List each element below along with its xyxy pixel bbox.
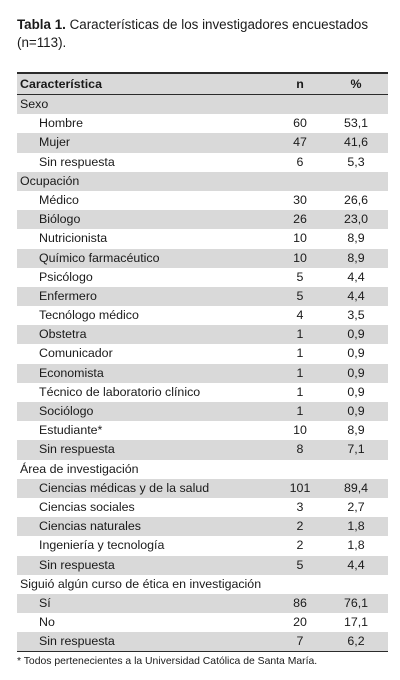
cell-n: 5 xyxy=(296,269,304,284)
table-body xyxy=(17,95,388,651)
table-row xyxy=(17,249,388,268)
table-title: Características de los investigadores encuestados (n=113). xyxy=(17,17,369,50)
cell-percent: 0,9 xyxy=(347,346,365,361)
cell-n: 1 xyxy=(296,365,304,380)
cell-n: 2 xyxy=(296,538,304,553)
cell-n: 1 xyxy=(296,404,304,418)
cell-characteristic: Economista xyxy=(39,365,104,380)
table-row xyxy=(17,594,388,613)
cell-characteristic: Biólogo xyxy=(39,212,81,227)
cell-characteristic: No xyxy=(39,615,55,630)
cell-n: 60 xyxy=(293,116,307,131)
cell-n: 2 xyxy=(296,519,304,534)
cell-characteristic: Psicólogo xyxy=(39,269,93,284)
table-row xyxy=(17,632,388,651)
table-row xyxy=(17,114,388,133)
table-row xyxy=(17,421,388,440)
cell-characteristic: Mujer xyxy=(39,135,70,150)
header-n: n xyxy=(296,77,304,91)
table-row xyxy=(17,556,388,575)
cell-percent: 4,4 xyxy=(347,557,365,572)
table-row xyxy=(17,287,388,306)
table-section-row xyxy=(17,460,388,479)
cell-characteristic: Comunicador xyxy=(39,346,113,361)
cell-n: 10 xyxy=(293,250,307,265)
table-row xyxy=(17,268,388,287)
cell-characteristic: Ciencias médicas y de la salud xyxy=(39,480,210,495)
table-number: Tabla 1. xyxy=(17,17,66,32)
table-row xyxy=(17,153,388,172)
cell-n: 86 xyxy=(293,595,307,610)
table-footnote: * Todos pertenecientes a la Universidad Católica de Santa María. xyxy=(17,656,318,667)
cell-characteristic: Químico farmacéutico xyxy=(39,250,160,265)
header-characteristic: Característica xyxy=(20,77,102,91)
cell-percent: 41,6 xyxy=(343,135,369,150)
cell-n: 7 xyxy=(296,634,304,649)
cell-percent: 4,4 xyxy=(347,288,365,303)
table-row xyxy=(17,440,388,459)
cell-n: 4 xyxy=(296,308,304,323)
cell-percent: 53,1 xyxy=(343,116,369,131)
cell-characteristic: Tecnólogo médico xyxy=(39,308,139,323)
cell-percent: 76,1 xyxy=(343,595,369,610)
cell-percent: 17,1 xyxy=(343,615,369,630)
table-row xyxy=(17,479,388,498)
cell-n: 6 xyxy=(296,154,304,169)
cell-n: 20 xyxy=(293,615,307,630)
cell-percent: 2,7 xyxy=(347,499,365,514)
cell-n: 5 xyxy=(296,288,304,303)
table-row xyxy=(17,306,388,325)
table-row xyxy=(17,517,388,536)
characteristics-table xyxy=(17,72,388,652)
cell-characteristic: Sin respuesta xyxy=(39,634,115,649)
cell-n: 101 xyxy=(289,480,311,495)
cell-n: 5 xyxy=(296,557,304,572)
cell-n: 8 xyxy=(296,442,304,457)
cell-percent: 89,4 xyxy=(343,480,369,495)
cell-percent: 4,4 xyxy=(347,269,365,284)
cell-n: 1 xyxy=(296,346,304,361)
cell-characteristic: Ingeniería y tecnología xyxy=(39,538,165,553)
table-row xyxy=(17,364,388,383)
cell-percent: 8,9 xyxy=(347,423,365,438)
cell-characteristic: Enfermero xyxy=(39,288,97,303)
cell-percent: 23,0 xyxy=(343,212,369,227)
cell-characteristic: Hombre xyxy=(39,116,84,131)
cell-characteristic: Ciencias naturales xyxy=(39,519,141,534)
cell-characteristic: Sí xyxy=(39,595,51,610)
cell-percent: 6,2 xyxy=(347,634,365,649)
cell-characteristic: Sin respuesta xyxy=(39,557,115,572)
table-row xyxy=(17,402,388,421)
table-section-row xyxy=(17,95,388,114)
cell-characteristic: Médico xyxy=(39,192,79,207)
table-row xyxy=(17,229,388,248)
cell-percent: 3,5 xyxy=(347,308,365,323)
cell-characteristic: Sociólogo xyxy=(39,404,94,418)
table-header-row xyxy=(17,74,388,94)
cell-characteristic: Sexo xyxy=(20,97,49,111)
cell-characteristic: Sin respuesta xyxy=(39,442,115,457)
table-row xyxy=(17,133,388,152)
cell-percent: 26,6 xyxy=(343,192,369,207)
cell-characteristic: Sin respuesta xyxy=(39,154,115,169)
cell-percent: 0,9 xyxy=(347,384,365,399)
cell-n: 47 xyxy=(293,135,307,150)
table-row xyxy=(17,344,388,363)
cell-percent: 1,8 xyxy=(347,519,365,534)
cell-characteristic: Ciencias sociales xyxy=(39,499,135,514)
cell-percent: 8,9 xyxy=(347,231,365,246)
cell-characteristic: Ocupación xyxy=(20,173,80,188)
table-section-row xyxy=(17,575,388,594)
table-bottom-rule xyxy=(17,651,388,652)
table-row xyxy=(17,383,388,402)
cell-characteristic: Siguió algún curso de ética en investigación xyxy=(20,576,262,591)
table-caption xyxy=(17,16,389,52)
table-section-row xyxy=(17,172,388,191)
cell-percent: 0,9 xyxy=(347,327,365,342)
cell-percent: 7,1 xyxy=(347,442,365,457)
table-row xyxy=(17,325,388,344)
cell-n: 1 xyxy=(296,384,304,399)
cell-percent: 8,9 xyxy=(347,250,365,265)
cell-characteristic: Estudiante* xyxy=(39,423,103,438)
cell-percent: 0,9 xyxy=(347,365,365,380)
cell-n: 3 xyxy=(296,499,304,514)
cell-n: 10 xyxy=(293,231,307,246)
table-row xyxy=(17,498,388,517)
cell-percent: 0,9 xyxy=(347,404,365,418)
table-row xyxy=(17,210,388,229)
cell-percent: 1,8 xyxy=(347,538,365,553)
table-row xyxy=(17,536,388,555)
table-row xyxy=(17,191,388,210)
cell-characteristic: Técnico de laboratorio clínico xyxy=(39,384,201,399)
cell-n: 30 xyxy=(293,192,307,207)
cell-n: 26 xyxy=(293,212,307,227)
table-row xyxy=(17,613,388,632)
header-percent: % xyxy=(350,77,362,91)
cell-n: 1 xyxy=(296,327,304,342)
cell-percent: 5,3 xyxy=(347,154,365,169)
cell-characteristic: Nutricionista xyxy=(39,231,108,246)
cell-characteristic: Obstetra xyxy=(39,327,87,342)
cell-characteristic: Área de investigación xyxy=(20,461,139,476)
cell-n: 10 xyxy=(293,423,307,438)
